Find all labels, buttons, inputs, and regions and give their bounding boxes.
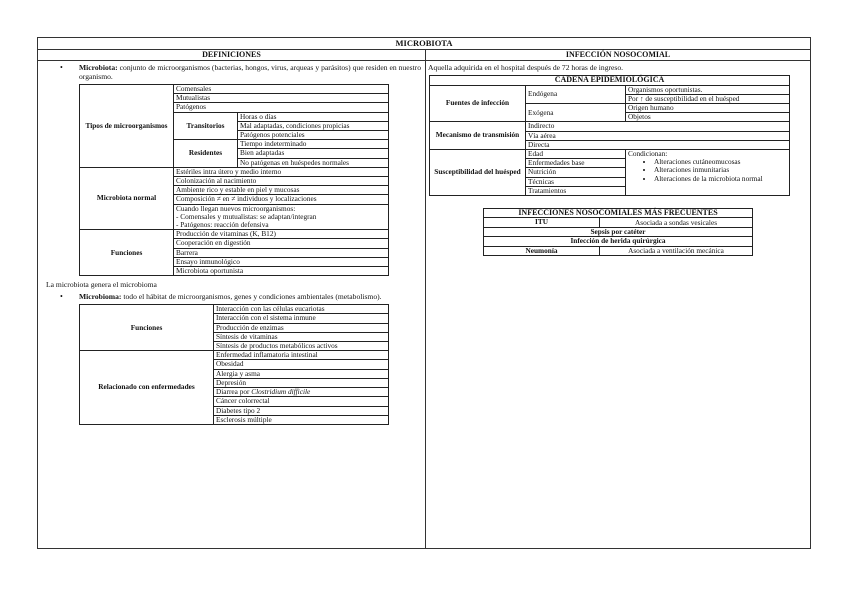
susceptibilidad-item: Tratamientos: [526, 186, 626, 195]
frecuentes-title: INFECCIONES NOSOCOMIALES MÁS FRECUENTES: [484, 208, 753, 218]
nosocomial-heading: INFECCIÓN NOSOCOMIAL: [426, 50, 810, 61]
right-column: [426, 50, 810, 548]
enfermedad-item: Cáncer colorrectal: [214, 397, 389, 406]
microbioma-funcion-item: Síntesis de vitaminas: [214, 332, 389, 341]
microbioma-funcion-item: Interacción con el sistema inmune: [214, 314, 389, 323]
exogena-label: Exógena: [526, 103, 626, 121]
microbiota-text: conjunto de microorganismos (bacterias, hongos, virus, arqueas y parásitos) que residen en nuestro organismo.: [79, 63, 421, 81]
enfermedad-item: Alergia y asma: [214, 369, 389, 378]
endogena-item: Por ↑ de susceptibilidad en el huésped: [626, 94, 790, 103]
microbioma-text: todo el hábitat de microorganismos, genes y condiciones ambientales (metabolismo).: [121, 292, 382, 302]
mecanismo-item: Indirecto: [526, 122, 790, 131]
normal-multi-line: - Patógenos: reacción defensiva: [176, 220, 269, 230]
tipo-item: Mutualistas: [174, 94, 389, 103]
normal-item: Estériles intra útero y medio interno: [174, 167, 389, 176]
microbiota-term: Microbiota:: [79, 63, 118, 72]
endogena-item: Organismos oportunistas.: [626, 85, 790, 94]
document-sheet: [37, 37, 811, 549]
normal-multi-line: - Comensales y mutualistas: se adaptan/integran: [176, 211, 317, 221]
microbioma-funciones-label: Funciones: [80, 305, 214, 351]
herida-label: Infección de herida quirúrgica: [484, 237, 753, 247]
normal-item: Composición ≠ en ≠ individuos y localizaciones: [174, 195, 389, 204]
residentes-label: Residentes: [174, 140, 238, 168]
enfermedades-label: Relacionado con enfermedades: [80, 351, 214, 425]
enfermedad-item: Enfermedad inflamatoria intestinal: [214, 351, 389, 360]
condicionan-label: Condicionan:: [628, 148, 668, 158]
tipos-label: Tipos de microorganismos: [80, 85, 174, 168]
transitorios-label: Transitorios: [174, 112, 238, 140]
microbioma-funcion-item: Producción de enzimas: [214, 323, 389, 332]
diarrea-prefix: Diarrea por: [216, 387, 252, 397]
mecanismo-item: Vía aérea: [526, 131, 790, 140]
itu-desc: Asociada a sondas vesicales: [600, 218, 753, 228]
normal-multiline-item: [174, 204, 389, 230]
residente-item: Bien adaptadas: [238, 149, 389, 158]
condicionan-item: • Alteraciones cutáneomucosas: [654, 158, 787, 166]
neumonia-desc: Asociada a ventilación mecánica: [600, 246, 753, 256]
enfermedad-item: Depresión: [214, 378, 389, 387]
enfermedad-item: Esclerosis múltiple: [214, 415, 389, 424]
definiciones-heading: DEFINICIONES: [38, 50, 425, 61]
funcion-item: Cooperación en digestión: [174, 239, 389, 248]
mecanismo-item: Directa: [526, 140, 790, 149]
tipo-item: Comensales: [174, 85, 389, 94]
endogena-label: Endógena: [526, 85, 626, 103]
microbioma-definition: [79, 292, 421, 301]
left-column: [38, 50, 426, 548]
microbioma-table: [79, 304, 389, 425]
susceptibilidad-item: Edad: [526, 149, 626, 158]
fuentes-label: Fuentes de infección: [430, 85, 526, 122]
microbioma-term: Microbioma:: [79, 292, 122, 302]
transitorio-item: Patógenos potenciales: [238, 131, 389, 140]
funcion-item: Ensayo inmunológico: [174, 257, 389, 266]
normal-item: Colonización al nacimiento: [174, 177, 389, 186]
funcion-item: Producción de vitaminas (K, B12): [174, 230, 389, 239]
susceptibilidad-item: Nutrición: [526, 168, 626, 177]
normal-multi-line: Cuando llegan nuevos microorganismos:: [176, 203, 296, 213]
funcion-item: Barrera: [174, 248, 389, 257]
susceptibilidad-item: Enfermedades base: [526, 159, 626, 168]
funcion-item: Microbiota oportunista: [174, 267, 389, 276]
transitorio-item: Horas o días: [238, 112, 389, 121]
transitorio-item: Mal adaptadas, condiciones propicias: [238, 121, 389, 130]
susceptibilidad-label: Susceptibilidad del huésped: [430, 149, 526, 195]
condicionan-list: [628, 158, 787, 183]
mecanismo-label: Mecanismo de transmisión: [430, 122, 526, 150]
normal-label: Microbiota normal: [80, 167, 174, 229]
microbiota-definition: [79, 63, 421, 81]
nosocomial-intro: Aquella adquirida en el hospital después de 72 horas de ingreso.: [428, 63, 624, 72]
condicionan-item: • Alteraciones inmunitarias: [654, 166, 787, 174]
itu-label: ITU: [484, 218, 600, 228]
normal-item: Ambiente rico y estable en piel y mucosas: [174, 186, 389, 195]
susceptibilidad-item: Técnicas: [526, 177, 626, 186]
funciones-label: Funciones: [80, 230, 174, 276]
cadena-table: [429, 75, 790, 196]
columns: [38, 50, 810, 548]
microbioma-funcion-item: Síntesis de productos metabólicos activos: [214, 342, 389, 351]
tipo-item: Patógenos: [174, 103, 389, 112]
diarrea-pathogen: Clostridium difficile: [251, 387, 311, 397]
microbioma-funcion-item: Interacción con las células eucariotas: [214, 305, 389, 314]
document-title: MICROBIOTA: [38, 38, 810, 50]
neumonia-label: Neumonía: [484, 246, 600, 256]
enfermedad-item: Diabetes tipo 2: [214, 406, 389, 415]
sepsis-label: Sepsis por catéter: [484, 227, 753, 237]
frecuentes-table: [483, 208, 753, 257]
genera-text: La microbiota genera el microbioma: [46, 280, 157, 290]
residente-item: Tiempo indeterminado: [238, 140, 389, 149]
microbiota-table: [79, 84, 389, 276]
exogena-item: Objetos: [626, 113, 790, 122]
cadena-title: CADENA EPIDEMIOLÓGICA: [430, 76, 790, 86]
condicionan-item: • Alteraciones de la microbiota normal: [654, 175, 787, 183]
residente-item: No patógenas en huéspedes normales: [238, 158, 389, 167]
condicionan-cell: [626, 149, 790, 195]
enfermedad-item: Obesidad: [214, 360, 389, 369]
exogena-item: Origen humano: [626, 103, 790, 112]
